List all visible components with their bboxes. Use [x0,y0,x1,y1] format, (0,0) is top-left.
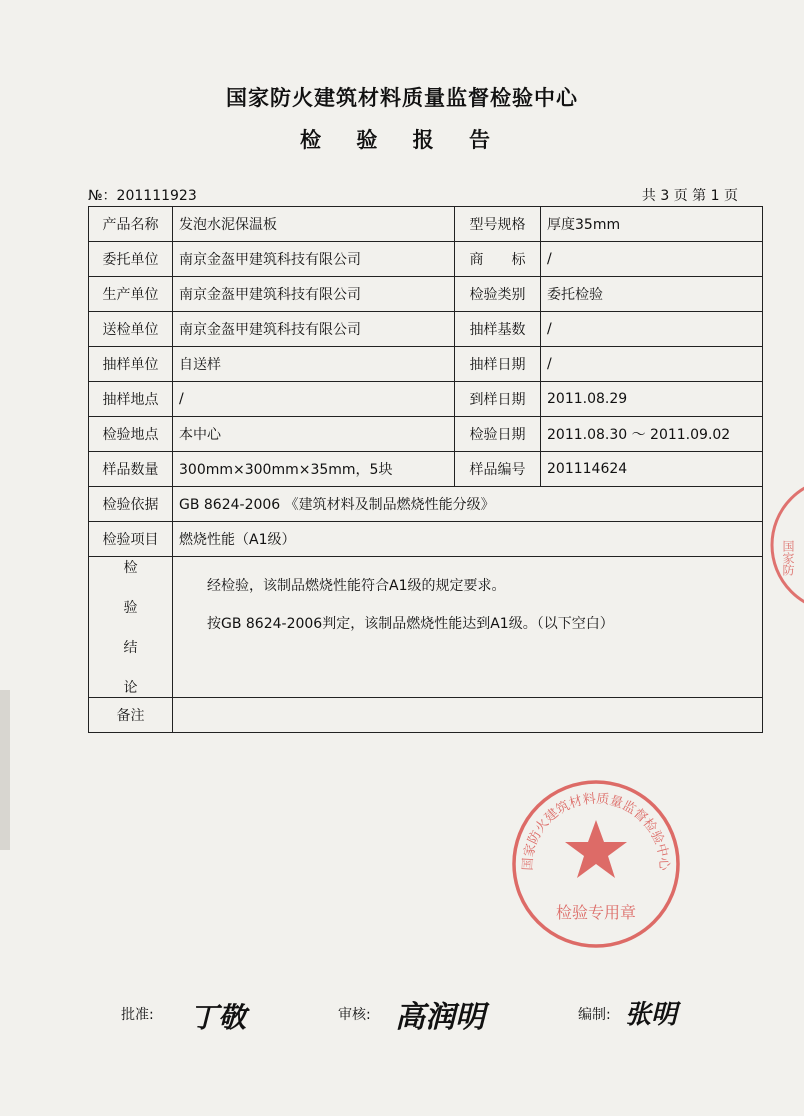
field-label: 生产单位 [89,277,173,312]
conclusion-text-1: 经检验，该制品燃烧性能符合A1级的规定要求。 [207,578,506,594]
field-value: / [541,312,763,347]
field-value: 南京金盔甲建筑科技有限公司 [173,242,455,277]
compile-label: 编制: [578,1007,611,1023]
field-value: 300mm×300mm×35mm，5块 [173,452,455,487]
field-value: 本中心 [173,417,455,452]
official-seal [508,776,684,952]
info-row [89,207,763,242]
field-label: 抽样单位 [89,347,173,382]
field-label: 检验类别 [455,277,541,312]
remarks-row [89,698,763,733]
field-label: 样品数量 [89,452,173,487]
conclusion-char: 结 [123,640,138,656]
info-row [89,347,763,382]
field-label: 检验日期 [455,417,541,452]
info-row [89,277,763,312]
page-count: 共 3 页 第 1 页 [641,188,738,204]
report-number: №：201111923 [88,188,197,204]
field-value: 厚度35mm [541,207,763,242]
field-label: 检验地点 [89,417,173,452]
info-row [89,452,763,487]
seam-seal [768,470,804,620]
field-label: 样品编号 [455,452,541,487]
conclusion-char: 检 [123,560,138,576]
basis-label: 检验依据 [89,487,173,522]
field-label: 委托单位 [89,242,173,277]
conclusion-label [89,557,173,698]
conclusion-row [89,557,763,698]
org-title: 国家防火建筑材料质量监督检验中心 [226,86,578,110]
item-label: 检验项目 [89,522,173,557]
conclusion-char: 论 [123,680,138,696]
field-value: 201114624 [541,452,763,487]
conclusion-text-2: 按GB 8624-2006判定，该制品燃烧性能达到A1级。（以下空白） [207,616,614,632]
field-label: 抽样日期 [455,347,541,382]
field-value: 自送样 [173,347,455,382]
conclusion-char: 验 [123,600,138,616]
basis-value: GB 8624-2006 《建筑材料及制品燃烧性能分级》 [173,487,763,522]
seam-seal-text: 国家防 [781,540,795,576]
item-value: 燃烧性能（A1级） [173,522,763,557]
basis-row [89,487,763,522]
seal-bottom-text: 检验专用章 [555,903,637,922]
compile-signature: 张明 [625,1000,678,1030]
field-label: 产品名称 [89,207,173,242]
item-row [89,522,763,557]
field-value: 发泡水泥保温板 [173,207,455,242]
field-value: / [541,347,763,382]
info-row [89,242,763,277]
info-row [89,382,763,417]
field-value: 委托检验 [541,277,763,312]
approve-label: 批准: [121,1007,154,1023]
remarks-value [173,698,763,733]
field-value: 南京金盔甲建筑科技有限公司 [173,312,455,347]
field-value: 南京金盔甲建筑科技有限公司 [173,277,455,312]
field-value: 2011.08.30 ～ 2011.09.02 [541,417,763,452]
seal-star-icon [565,820,627,878]
remarks-label: 备注 [89,698,173,733]
info-row [89,312,763,347]
info-rows [89,207,763,487]
field-label: 抽样基数 [455,312,541,347]
field-value: / [541,242,763,277]
review-label: 审核: [338,1007,371,1023]
field-value: 2011.08.29 [541,382,763,417]
seal-ring-text: 国家防火建筑材料质量监督检验中心 [520,791,672,871]
signature-footer [0,1000,804,1080]
field-label: 型号规格 [455,207,541,242]
field-label: 抽样地点 [89,382,173,417]
field-label: 到样日期 [455,382,541,417]
doc-title: 检 验 报 告 [300,128,504,152]
scan-edge [0,690,10,850]
review-signature: 高润明 [395,1000,485,1035]
report-table [88,206,763,733]
info-row [89,417,763,452]
field-value: / [173,382,455,417]
conclusion-body [173,557,763,698]
approve-signature: 丁敬 [190,1001,247,1034]
field-label: 送检单位 [89,312,173,347]
field-label: 商 标 [455,242,541,277]
